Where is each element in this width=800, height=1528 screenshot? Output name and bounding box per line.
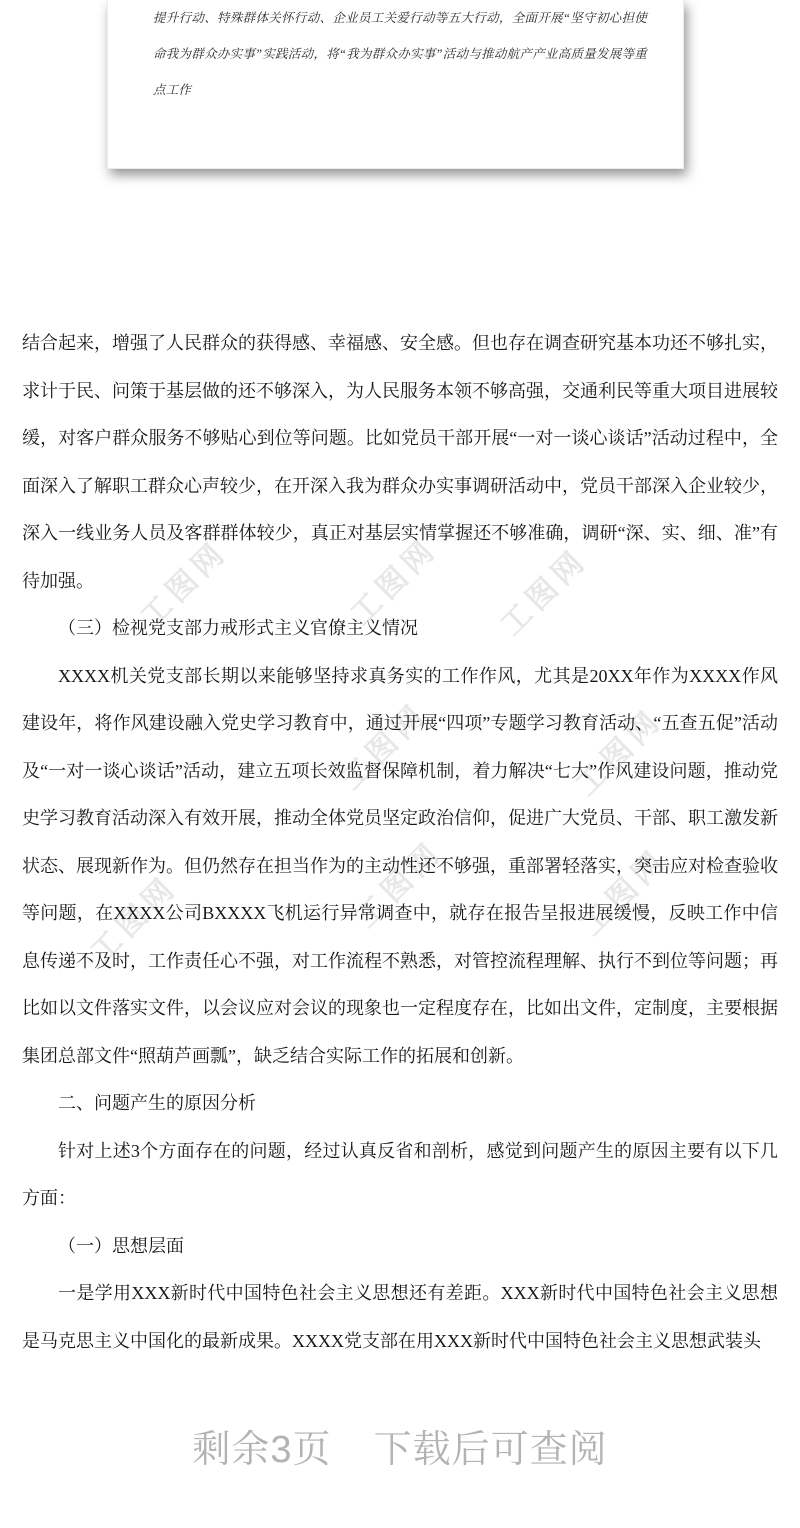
site-watermark: 工图网 — [334, 696, 435, 797]
site-watermark: 工图网 — [84, 869, 185, 970]
site-watermark: 工图网 — [134, 534, 235, 635]
site-watermark: 工图网 — [574, 842, 675, 943]
site-watermark: 工图网 — [349, 834, 450, 935]
site-watermark: 工图网 — [494, 542, 595, 643]
download-hint-label: 下载后可查阅 — [373, 1429, 608, 1471]
preview-footer — [0, 1418, 800, 1473]
site-watermark: 工图网 — [344, 531, 445, 632]
document-paragraph: XXXX机关党支部长期以来能够坚持求真务实的工作作风，尤其是20XX年作为XXXX作风建设年，将作风建设融入党史学习教育中，通过开展“四项”专题学习教育活动、“五查五促”活动及“一对一谈心谈话”活动，建立五项长效监督保障机制，着力解决“七大”作风建设问题，推动党史学习教育活动深入有效开展，推动全体党员坚定政治信仰，促进广大党员、干部、职工激发新状态、展现新作为。但仍然存在担当作为的主动性还不够强，重部署轻落实，突击应对检查验收等问题，在XXXX公司BXXXX飞机运行异常调查中，就存在报告呈报进展缓慢，反映工作中信息传递不及时，工作责任心不强，对工作流程不熟悉，对管控流程理解、执行不到位等问题；再比如以文件落实文件，以会议应对会议的现象也一定程度存在，比如出文件，定制度，主要根据集团总部文件“照葫芦画瓢”，缺乏结合实际工作的拓展和创新。 — [22, 665, 778, 1066]
previous-page-card — [107, 0, 684, 169]
document-paragraph: 结合起来，增强了人民群众的获得感、幸福感、安全感。但也存在调查研究基本功还不够扎实，求计于民、问策于基层做的还不够深入，为人民服务本领不够高强，交通利民等重大项目进展较缓，对客户群众服务不够贴心到位等问题。比如党员干部开展“一对一谈心谈话”活动过程中，全面深入了解职工群众心声较少，在开深入我为群众办实事调研活动中，党员干部深入企业较少，深入一线业务人员及客群群体较少，真正对基层实情掌握还不够准确，调研“深、实、细、准”有待加强。 — [22, 333, 778, 591]
document-paragraph: 一是学用XXX新时代中国特色社会主义思想还有差距。XXX新时代中国特色社会主义思想是马克思主义中国化的最新成果。XXXX党支部在用XXX新时代中国特色社会主义思想武装头 — [22, 1283, 778, 1351]
document-body — [22, 320, 778, 1365]
document-paragraph: （一）思想层面 — [58, 1235, 184, 1256]
document-paragraph: （三）检视党支部力戒形式主义官僚主义情况 — [58, 618, 418, 638]
document-paragraph: 针对上述3个方面存在的问题，经过认真反省和剖析，感觉到问题产生的原因主要有以下几方面： — [22, 1140, 778, 1208]
remaining-pages-label: 剩余3页 — [192, 1429, 332, 1471]
document-paragraph: 二、问题产生的原因分析 — [58, 1093, 256, 1113]
site-watermark: 工图网 — [569, 702, 670, 803]
previous-page-text: 提升行动、特殊群体关怀行动、企业员工关爱行动等五大行动，全面开展“坚守初心担使命我为群众办实事”实践活动，将“我为群众办实事”活动与推动航产产业高质量发展等重点工作 — [153, 11, 647, 97]
